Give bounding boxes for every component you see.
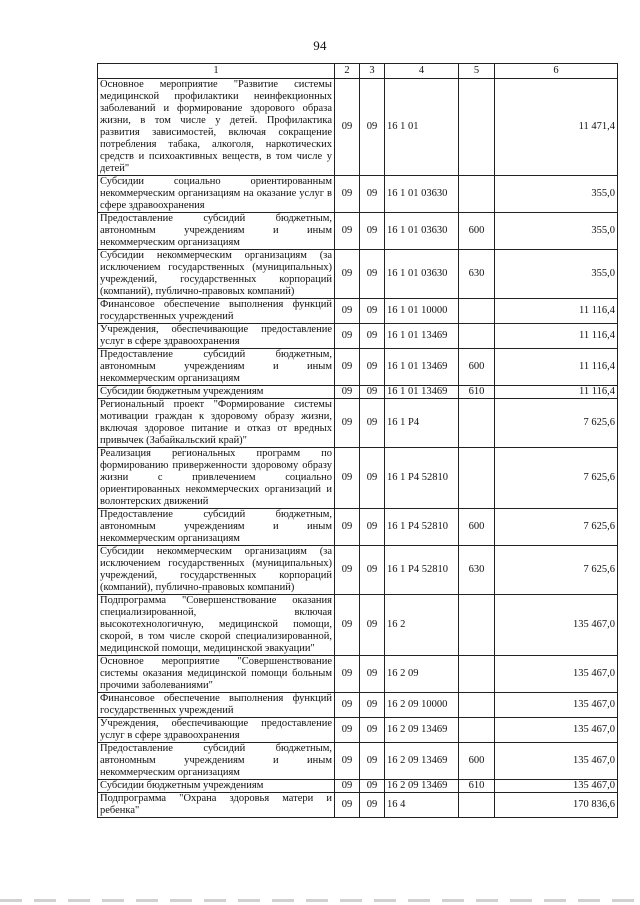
row-target-code-cell: 16 1 P4 52810 <box>385 509 459 546</box>
row-subsection-cell: 09 <box>360 349 385 386</box>
row-amount-cell: 135 467,0 <box>495 693 618 718</box>
budget-table-body <box>98 64 618 818</box>
page-number: 94 <box>313 38 327 53</box>
row-section-cell: 09 <box>335 546 360 595</box>
row-section-cell: 09 <box>335 693 360 718</box>
row-section-cell: 09 <box>335 299 360 324</box>
row-name-cell: Учреждения, обеспечивающие предоставление услуг в сфере здравоохранения <box>98 718 335 743</box>
row-name-cell: Субсидии социально ориентированным некоммерческим организациям на оказание услуг в сфере здравоохранения <box>98 176 335 213</box>
row-expense-type-cell <box>459 299 495 324</box>
row-subsection-cell: 09 <box>360 250 385 299</box>
column-header-amount: 6 <box>495 64 618 79</box>
row-amount-cell: 7 625,6 <box>495 399 618 448</box>
row-amount-cell: 7 625,6 <box>495 546 618 595</box>
row-expense-type-cell: 630 <box>459 546 495 595</box>
row-amount-cell: 135 467,0 <box>495 595 618 656</box>
row-subsection-cell: 09 <box>360 399 385 448</box>
row-name-cell: Подпрограмма "Совершенствование оказания специализированной, включая высокотехнологичную, медицинской помощи, скорой, в том числе скорой специализированной, медицинской помощи, медицинской эвакуации" <box>98 595 335 656</box>
row-amount-cell: 355,0 <box>495 176 618 213</box>
row-section-cell: 09 <box>335 718 360 743</box>
table-row <box>98 595 618 656</box>
table-row <box>98 79 618 176</box>
row-expense-type-cell <box>459 79 495 176</box>
row-amount-cell: 135 467,0 <box>495 656 618 693</box>
row-section-cell: 09 <box>335 743 360 780</box>
row-amount-cell: 135 467,0 <box>495 743 618 780</box>
row-amount-cell: 11 116,4 <box>495 324 618 349</box>
row-section-cell: 09 <box>335 595 360 656</box>
row-section-cell: 09 <box>335 386 360 399</box>
row-target-code-cell: 16 2 09 13469 <box>385 743 459 780</box>
table-row <box>98 509 618 546</box>
table-row <box>98 176 618 213</box>
row-name-cell: Субсидии бюджетным учреждениям <box>98 780 335 793</box>
row-name-cell: Учреждения, обеспечивающие предоставление услуг в сфере здравоохранения <box>98 324 335 349</box>
row-expense-type-cell <box>459 595 495 656</box>
row-section-cell: 09 <box>335 448 360 509</box>
row-subsection-cell: 09 <box>360 299 385 324</box>
row-amount-cell: 135 467,0 <box>495 780 618 793</box>
row-expense-type-cell: 600 <box>459 743 495 780</box>
table-row <box>98 213 618 250</box>
table-row <box>98 656 618 693</box>
row-section-cell: 09 <box>335 176 360 213</box>
row-subsection-cell: 09 <box>360 213 385 250</box>
row-section-cell: 09 <box>335 793 360 818</box>
column-header-subsection: 3 <box>360 64 385 79</box>
budget-table <box>97 63 618 818</box>
table-row <box>98 743 618 780</box>
table-row <box>98 780 618 793</box>
row-expense-type-cell <box>459 176 495 213</box>
row-name-cell: Предоставление субсидий бюджетным, автономным учреждениям и иным некоммерческим организациям <box>98 349 335 386</box>
scan-edge-marks <box>0 899 640 902</box>
row-name-cell: Основное мероприятие "Совершенствование системы оказания медицинской помощи больным прочими заболеваниями" <box>98 656 335 693</box>
row-name-cell: Подпрограмма "Охрана здоровья матери и ребенка" <box>98 793 335 818</box>
row-target-code-cell: 16 1 01 <box>385 79 459 176</box>
row-section-cell: 09 <box>335 349 360 386</box>
row-subsection-cell: 09 <box>360 793 385 818</box>
table-row <box>98 448 618 509</box>
table-row <box>98 386 618 399</box>
row-target-code-cell: 16 1 01 10000 <box>385 299 459 324</box>
row-expense-type-cell: 610 <box>459 386 495 399</box>
row-name-cell: Предоставление субсидий бюджетным, автономным учреждениям и иным некоммерческим организациям <box>98 743 335 780</box>
row-name-cell: Финансовое обеспечение выполнения функций государственных учреждений <box>98 299 335 324</box>
row-subsection-cell: 09 <box>360 79 385 176</box>
table-row <box>98 546 618 595</box>
row-amount-cell: 355,0 <box>495 213 618 250</box>
column-number-row <box>98 64 618 79</box>
row-name-cell: Реализация региональных программ по формированию приверженности здоровому образу жизни с привлечением социально ориентированных некоммерческих организаций и волонтерских движений <box>98 448 335 509</box>
row-expense-type-cell: 610 <box>459 780 495 793</box>
row-expense-type-cell: 600 <box>459 349 495 386</box>
row-expense-type-cell: 600 <box>459 213 495 250</box>
table-row <box>98 718 618 743</box>
row-subsection-cell: 09 <box>360 448 385 509</box>
row-subsection-cell: 09 <box>360 509 385 546</box>
row-target-code-cell: 16 1 P4 <box>385 399 459 448</box>
row-name-cell: Субсидии некоммерческим организациям (за исключением государственных (муниципальных) учреждений, государственных корпораций (компаний), публично-правовых компаний) <box>98 250 335 299</box>
row-name-cell: Субсидии бюджетным учреждениям <box>98 386 335 399</box>
row-target-code-cell: 16 2 09 10000 <box>385 693 459 718</box>
row-amount-cell: 170 836,6 <box>495 793 618 818</box>
row-name-cell: Предоставление субсидий бюджетным, автономным учреждениям и иным некоммерческим организациям <box>98 509 335 546</box>
table-row <box>98 299 618 324</box>
row-subsection-cell: 09 <box>360 546 385 595</box>
row-subsection-cell: 09 <box>360 743 385 780</box>
column-header-expense-type: 5 <box>459 64 495 79</box>
row-target-code-cell: 16 2 09 <box>385 656 459 693</box>
row-expense-type-cell <box>459 718 495 743</box>
row-subsection-cell: 09 <box>360 386 385 399</box>
row-section-cell: 09 <box>335 250 360 299</box>
row-target-code-cell: 16 1 01 13469 <box>385 349 459 386</box>
row-expense-type-cell <box>459 399 495 448</box>
row-amount-cell: 11 116,4 <box>495 299 618 324</box>
row-name-cell: Предоставление субсидий бюджетным, автономным учреждениям и иным некоммерческим организациям <box>98 213 335 250</box>
table-row <box>98 793 618 818</box>
row-section-cell: 09 <box>335 399 360 448</box>
row-expense-type-cell: 600 <box>459 509 495 546</box>
row-target-code-cell: 16 2 09 13469 <box>385 780 459 793</box>
row-section-cell: 09 <box>335 656 360 693</box>
row-target-code-cell: 16 1 P4 52810 <box>385 546 459 595</box>
row-amount-cell: 355,0 <box>495 250 618 299</box>
row-target-code-cell: 16 1 01 03630 <box>385 250 459 299</box>
row-target-code-cell: 16 2 <box>385 595 459 656</box>
row-amount-cell: 11 471,4 <box>495 79 618 176</box>
row-target-code-cell: 16 1 P4 52810 <box>385 448 459 509</box>
row-name-cell: Финансовое обеспечение выполнения функций государственных учреждений <box>98 693 335 718</box>
row-amount-cell: 7 625,6 <box>495 448 618 509</box>
row-target-code-cell: 16 1 01 13469 <box>385 386 459 399</box>
row-amount-cell: 11 116,4 <box>495 386 618 399</box>
table-row <box>98 250 618 299</box>
row-amount-cell: 135 467,0 <box>495 718 618 743</box>
row-target-code-cell: 16 1 01 13469 <box>385 324 459 349</box>
row-subsection-cell: 09 <box>360 780 385 793</box>
row-expense-type-cell: 630 <box>459 250 495 299</box>
row-section-cell: 09 <box>335 213 360 250</box>
row-subsection-cell: 09 <box>360 656 385 693</box>
row-expense-type-cell <box>459 448 495 509</box>
row-target-code-cell: 16 1 01 03630 <box>385 213 459 250</box>
row-subsection-cell: 09 <box>360 595 385 656</box>
row-name-cell: Региональный проект "Формирование системы мотивации граждан к здоровому образу жизни, включая здоровое питание и отказ от вредных привычек (Забайкальский край)" <box>98 399 335 448</box>
row-subsection-cell: 09 <box>360 693 385 718</box>
row-name-cell: Субсидии некоммерческим организациям (за исключением государственных (муниципальных) учреждений, государственных корпораций (компаний), публично-правовых компаний) <box>98 546 335 595</box>
row-expense-type-cell <box>459 693 495 718</box>
column-header-target-code: 4 <box>385 64 459 79</box>
row-target-code-cell: 16 1 01 03630 <box>385 176 459 213</box>
column-header-name: 1 <box>98 64 335 79</box>
row-subsection-cell: 09 <box>360 718 385 743</box>
row-expense-type-cell <box>459 793 495 818</box>
table-row <box>98 349 618 386</box>
row-section-cell: 09 <box>335 509 360 546</box>
row-section-cell: 09 <box>335 324 360 349</box>
table-row <box>98 399 618 448</box>
row-subsection-cell: 09 <box>360 176 385 213</box>
row-subsection-cell: 09 <box>360 324 385 349</box>
row-amount-cell: 7 625,6 <box>495 509 618 546</box>
row-expense-type-cell <box>459 324 495 349</box>
row-amount-cell: 11 116,4 <box>495 349 618 386</box>
table-row <box>98 693 618 718</box>
row-section-cell: 09 <box>335 79 360 176</box>
table-row <box>98 324 618 349</box>
row-target-code-cell: 16 4 <box>385 793 459 818</box>
row-name-cell: Основное мероприятие "Развитие системы медицинской профилактики неинфекционных заболеваний и формирование здорового образа жизни, в том числе у детей. Профилактика развития зависимостей, включая сокращение потребления табака, алкоголя, наркотических средств и психоактивных веществ, в том числе у детей" <box>98 79 335 176</box>
column-header-section: 2 <box>335 64 360 79</box>
row-expense-type-cell <box>459 656 495 693</box>
row-section-cell: 09 <box>335 780 360 793</box>
row-target-code-cell: 16 2 09 13469 <box>385 718 459 743</box>
